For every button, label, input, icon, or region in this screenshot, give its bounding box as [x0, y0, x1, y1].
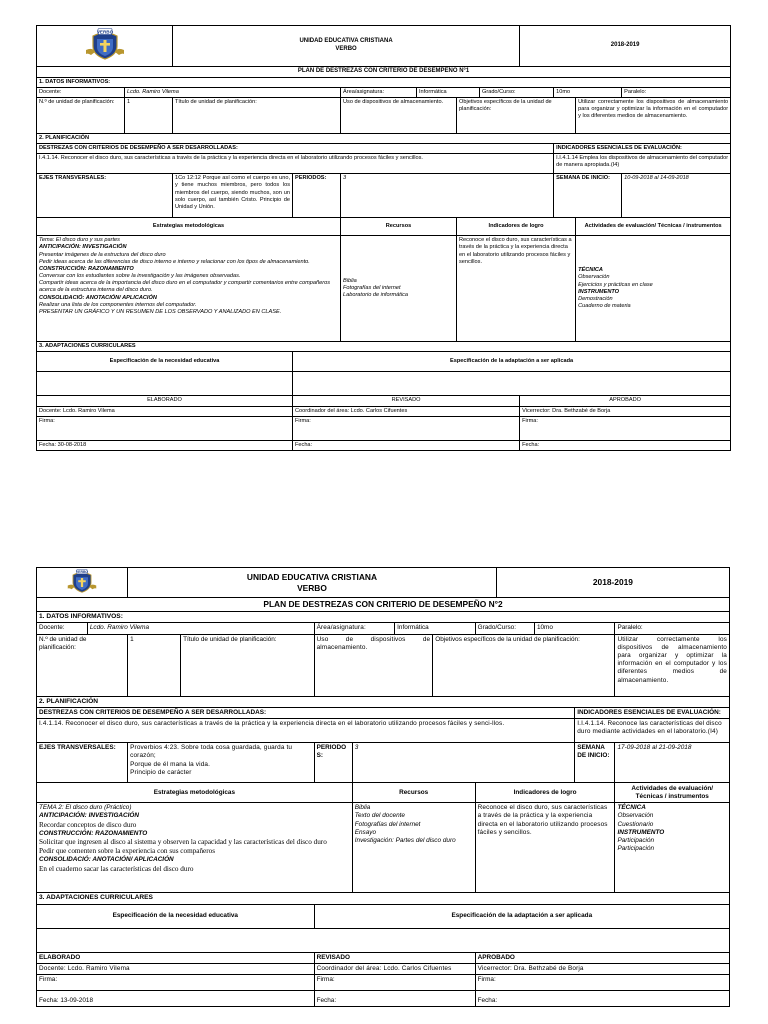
list-line: Texto del docente: [354, 812, 405, 820]
list-line: Porque de él mana la vida.: [130, 760, 211, 768]
ejes-value: [128, 743, 314, 783]
list-line: ANTICIPACIÓN: INVESTIGACIÓN: [39, 812, 140, 820]
list-line: TEMA 2: El disco duro (Práctico): [39, 804, 132, 812]
semana-label: SEMANA DE INICIO:: [554, 174, 622, 218]
titulo-label: Título de unidad de planificación:: [181, 634, 315, 696]
destrezas-label: DESTREZAS CON CRITERIOS DE DESEMPEÑO A SER DESARROLLADAS:: [37, 708, 575, 719]
area-label: Área/asignatura:: [341, 87, 417, 97]
logro-text: Reconoce el disco duro, sus características a través de la práctica y la experiencia directa en el laboratorio utilizando procesos fáciles y sencillos.: [457, 236, 576, 342]
unidad-value: 1: [128, 634, 181, 696]
revisado-fecha: Fecha:: [314, 991, 475, 1007]
revisado-coordinador: Coordinador del área: Lcdo. Carlos Cifuentes: [293, 406, 520, 416]
list-line: INSTRUMENTO: [578, 288, 620, 295]
list-line: Ejercicios y prácticas en clase: [578, 281, 653, 288]
grado-value: 10mo: [554, 87, 622, 97]
aprobado-head: APROBADO: [475, 952, 729, 963]
school-logo: [85, 28, 125, 63]
list-line: Participación: [617, 845, 655, 853]
school-logo-cell: [37, 26, 173, 67]
area-value: Informática: [417, 87, 480, 97]
list-line: En el cuaderno sacar las características del disco duro: [39, 864, 194, 873]
list-line: INSTRUMENTO: [617, 828, 665, 836]
aprobado-vicerrector: Vicerrector: Dra. Bethzabé de Borja: [475, 963, 729, 974]
periodos-value: 3: [352, 743, 574, 783]
section-adaptaciones: 3. ADAPTACIONES CURRICULARES: [37, 342, 731, 352]
titulo-label: Título de unidad de planificación:: [173, 97, 341, 133]
espec-necesidad: Especificación de la necesidad educativa: [37, 352, 293, 372]
list-line: Pedir que comenten sobre la experiencia con sus compañeros: [39, 847, 216, 856]
list-line: ANTICIPACIÓN: INVESTIGACIÓN: [39, 244, 127, 251]
aprobado-fecha: Fecha:: [520, 440, 731, 450]
elaborado-docente: Docente: Lcdo. Ramiro Vilema: [37, 963, 315, 974]
objetivos-label: Objetivos específicos de la unidad de planificación:: [433, 634, 615, 696]
school-logo: [67, 569, 97, 596]
ejes-label: EJES TRANSVERSALES:: [37, 174, 173, 218]
section-datos: 1. DATOS INFORMATIVOS:: [37, 611, 730, 622]
aprobado-vicerrector: Vicerrector: Dra. Bethzabé de Borja: [520, 406, 731, 416]
espec-necesidad: Especificación de la necesidad educativa: [37, 904, 315, 928]
aprobado-firma: Firma:: [475, 975, 729, 991]
adaptacion-value: [293, 372, 731, 396]
list-line: Fotografías del internet: [343, 285, 401, 292]
list-line: Biblia: [354, 804, 371, 812]
docente-label: Docente:: [37, 623, 88, 634]
destrezas-label: DESTREZAS CON CRITERIOS DE DESEMPEÑO A SER DESARROLLADAS:: [37, 144, 554, 154]
titulo-value: Uso de dispositivos de almacenamiento.: [341, 97, 457, 133]
revisado-head: REVISADO: [314, 952, 475, 963]
indicadores-label: INDICADORES ESENCIALES DE EVALUACIÓN:: [554, 144, 731, 154]
espec-adaptacion: Especificación de la adaptación a ser aplicada: [314, 904, 729, 928]
list-line: TÉCNICA: [578, 267, 603, 274]
recursos-head: Recursos: [341, 218, 457, 236]
recursos-list: [341, 236, 457, 342]
indicador-text: I.I.4.1.14 Emplea los dispositivos de almacenamiento del computador de manera apropiada.(I4): [554, 154, 731, 174]
list-line: CONSOLIDACIÓ: ANOTACIÓN/ APLICACIÓN: [39, 294, 157, 301]
indicadores-label: INDICADORES ESENCIALES DE EVALUACIÓN:: [575, 708, 730, 719]
ejes-value: 1Co 12:12 Porque así como el cuerpo es uno, y tiene muchos miembros, pero todos los miembros del cuerpo, siendo muchos, son un solo cuerpo, así también Cristo. Principio de Unidad y Unión.: [173, 174, 293, 218]
recursos-list: [352, 803, 475, 893]
list-line: Recordar conceptos de disco duro: [39, 820, 137, 829]
objetivos-value: Utilizar correctamente los dispositivos de almacenamiento para organizar y optimizar la información en el computador y los diferentes medios de almacenamiento.: [576, 97, 731, 133]
estrategias-list: [37, 236, 341, 342]
list-line: PRESENTAR UN GRÁFICO Y UN RESUMEN DE LOS OBSERVADO Y ANALIZADO EN CLASE.: [39, 308, 282, 315]
plan-table: [36, 25, 731, 451]
list-line: CONSTRUCCIÓN: RAZONAMIENTO: [39, 829, 148, 837]
aprobado-fecha: Fecha:: [475, 991, 729, 1007]
plan-table: [36, 567, 730, 1007]
list-line: Presentar imágenes de la estructura del disco duro: [39, 251, 166, 258]
revisado-coordinador: Coordinador del área: Lcdo. Carlos Cifuentes: [314, 963, 475, 974]
estrategias-head: Estrategias metodológicas: [37, 783, 353, 803]
logro-text: Reconoce el disco duro, sus características a través de la práctica y la experiencia directa en el laboratorio utilizando procesos fáciles y sencillos.: [475, 803, 615, 893]
svg-text:VERBO: VERBO: [75, 569, 89, 574]
unidad-label: N.º de unidad de planificación:: [37, 634, 128, 696]
elaborado-docente: Docente: Lcdo. Ramiro Vilema: [37, 406, 293, 416]
elaborado-firma: Firma:: [37, 975, 315, 991]
plan-page-1: [36, 25, 730, 451]
elaborado-head: ELABORADO: [37, 396, 293, 406]
destreza-text: I.4.1.14. Reconocer el disco duro, sus características a través de la práctica y la experiencia directa en el laboratorio utilizando procesos fáciles y sencillos.: [37, 154, 554, 174]
periodos-label: PERIODOS:: [314, 743, 352, 783]
aprobado-head: APROBADO: [520, 396, 731, 406]
periodos-value: 3: [341, 174, 554, 218]
list-line: Observación: [578, 274, 610, 281]
list-line: Biblia: [343, 278, 357, 285]
elaborado-firma: Firma:: [37, 416, 293, 440]
list-line: Conversar con los estudiantes sobre la investigación y las imágenes observadas.: [39, 273, 241, 280]
elaborado-fecha: Fecha: 13-09-2018: [37, 991, 315, 1007]
revisado-fecha: Fecha:: [293, 440, 520, 450]
unidad-value: 1: [125, 97, 173, 133]
list-line: Observación: [617, 812, 654, 820]
area-value: Informática: [395, 623, 476, 634]
unidad-label: N.º de unidad de planificación:: [37, 97, 125, 133]
list-line: Demostración: [578, 295, 613, 302]
list-line: CONSTRUCCIÓN: RAZONAMIENTO: [39, 265, 134, 272]
paralelo-label: Paralelo:: [622, 87, 731, 97]
svg-text:VERBO: VERBO: [96, 29, 113, 35]
destreza-text: I.4.1.14. Reconocer el disco duro, sus características a través de la práctica y la experiencia directa en el laboratorio utilizando procesos fáciles y senci-llos.: [37, 719, 575, 743]
ejes-label: EJES TRANSVERSALES:: [37, 743, 128, 783]
list-line: Ensayo: [354, 828, 377, 836]
indicadores-logro-head: Indicadores de logro: [475, 783, 615, 803]
espec-adaptacion: Especificación de la adaptación a ser aplicada: [293, 352, 731, 372]
section-datos: 1. DATOS INFORMATIVOS:: [37, 77, 731, 87]
aprobado-firma: Firma:: [520, 416, 731, 440]
semana-value: 17-09-2018 al 21-09-2018: [615, 743, 730, 783]
plan-title: PLAN DE DESTREZAS CON CRITERIO DE DESEMPEÑO N°1: [37, 67, 731, 78]
school-logo-cell: [37, 568, 128, 598]
actividades-list: [576, 236, 731, 342]
grado-value: 10mo: [534, 623, 615, 634]
revisado-firma: Firma:: [314, 975, 475, 991]
list-line: Tema: El disco duro y sus partes: [39, 237, 120, 244]
list-line: Pedir ideas acerca de las diferencias de disco interno e interno y relacionar con los tipos de almacenamiento.: [39, 258, 310, 265]
school-year: 2018-2019: [496, 568, 729, 598]
list-line: Proverbios 4:23. Sobre toda cosa guardada, guarda tu corazón;: [130, 744, 293, 760]
section-adaptaciones: 3. ADAPTACIONES CURRICULARES: [37, 893, 730, 904]
revisado-firma: Firma:: [293, 416, 520, 440]
revisado-head: REVISADO: [293, 396, 520, 406]
plan-page-2: [36, 567, 730, 1007]
list-line: Investigación: Partes del disco duro: [354, 836, 456, 844]
list-line: Fotografías del internet: [354, 820, 421, 828]
school-name: UNIDAD EDUCATIVA CRISTIANA VERBO: [128, 568, 497, 598]
grado-label: Grado/Curso:: [475, 623, 534, 634]
plan-title: PLAN DE DESTREZAS CON CRITERIO DE DESEMPEÑO N°2: [37, 598, 730, 612]
school-year: 2018-2019: [520, 26, 731, 67]
list-line: Cuaderno de materia: [578, 303, 631, 310]
semana-value: 10-09-2018 al 14-09-2018: [622, 174, 731, 218]
list-line: Laboratorio de informática: [343, 292, 408, 299]
list-line: Realizar una lista de los componentes internos del computador.: [39, 301, 197, 308]
objetivos-label: Objetivos específicos de la unidad de planificación:: [457, 97, 576, 133]
indicadores-logro-head: Indicadores de logro: [457, 218, 576, 236]
list-line: Participación: [617, 836, 655, 844]
list-line: Cuestionario: [617, 820, 654, 828]
area-label: Área/asignatura:: [314, 623, 395, 634]
elaborado-fecha: Fecha: 30-08-2018: [37, 440, 293, 450]
estrategias-head: Estrategias metodológicas: [37, 218, 341, 236]
list-line: CONSOLIDACIÓ: ANOTACIÓN/ APLICACIÓN: [39, 856, 174, 864]
list-line: TÉCNICA: [617, 804, 646, 812]
school-name: UNIDAD EDUCATIVA CRISTIANA VERBO: [173, 26, 520, 67]
objetivos-value: Utilizar correctamente los dispositivos de almacenamiento para organizar y optimizar la información en el computador y los diferentes medios de almacenamiento.: [615, 634, 730, 696]
list-line: Principio de carácter: [130, 768, 192, 776]
actividades-head: Actividades de evaluación/ Técnicas / instrumentos: [576, 218, 731, 236]
actividades-head: Actividades de evaluación/ Técnicas / instrumentos: [615, 783, 730, 803]
paralelo-label: Paralelo:: [615, 623, 730, 634]
periodos-label: PERIODOS:: [293, 174, 341, 218]
list-line: Solicitar que ingresen al disco al sistema y observen la capacidad y las características del disco duro: [39, 837, 327, 846]
section-planificacion: 2. PLANIFICACIÓN: [37, 696, 730, 707]
docente-value: Lcdo. Ramiro Vilema: [87, 623, 314, 634]
recursos-head: Recursos: [352, 783, 475, 803]
adaptacion-value: [37, 928, 730, 952]
estrategias-list: [37, 803, 353, 893]
elaborado-head: ELABORADO: [37, 952, 315, 963]
docente-label: Docente:: [37, 87, 125, 97]
docente-value: Lcdo. Ramiro Vilema: [125, 87, 341, 97]
section-planificacion: 2. PLANIFICACIÓN: [37, 133, 731, 143]
titulo-value: Uso de dispositivos de almacenamiento.: [314, 634, 433, 696]
indicador-text: I.I.4.1.14. Reconoce las características del disco duro mediante actividades en el laboratorio.(I4): [575, 719, 730, 743]
grado-label: Grado/Curso:: [480, 87, 554, 97]
necesidad-value: [37, 372, 293, 396]
actividades-list: [615, 803, 730, 893]
list-line: Compartir ideas acerca de la importancia del disco duro en el computador y compartir comentarios entre compañeros acerca de la estructura interna del disco duro.: [39, 280, 331, 294]
semana-label: SEMANA DE INICIO:: [575, 743, 615, 783]
